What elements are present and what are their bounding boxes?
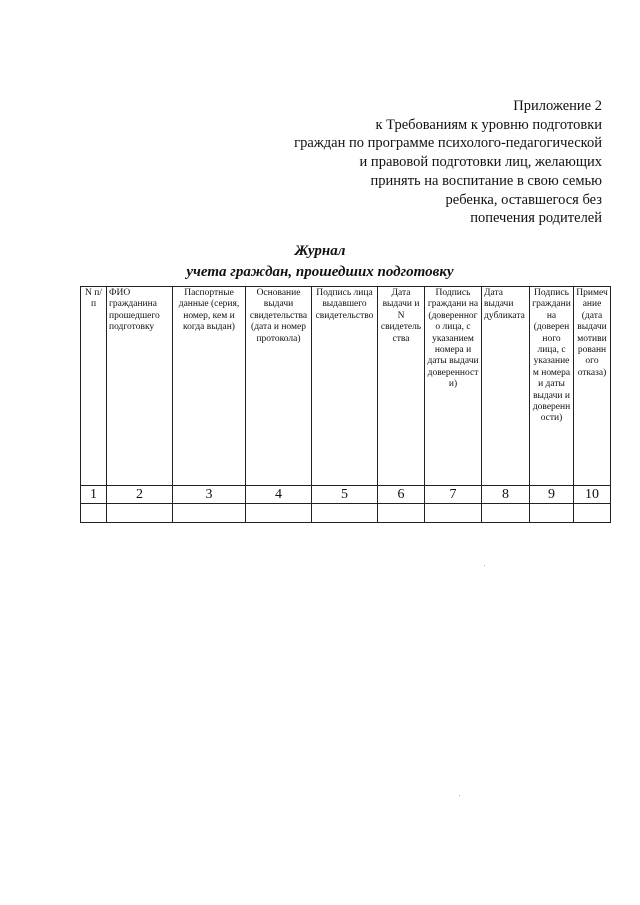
empty-cell <box>574 504 611 523</box>
empty-cell <box>246 504 312 523</box>
appendix-line: и правовой подготовки лиц, желающих <box>359 154 602 171</box>
number-cell: 1 <box>81 486 107 504</box>
number-cell: 4 <box>246 486 312 504</box>
number-cell: 5 <box>312 486 378 504</box>
number-cell: 6 <box>378 486 425 504</box>
scan-speck <box>484 565 485 566</box>
empty-cell <box>378 504 425 523</box>
title-line-2: учета граждан, прошедших подготовку <box>186 264 454 280</box>
appendix-line: к Требованиям к уровню подготовки <box>375 116 602 133</box>
title-line-1: Журнал <box>294 243 346 259</box>
header-row <box>81 287 611 486</box>
header-cell: Паспортные данные (серия, номер, кем и когда выдан) <box>173 287 246 486</box>
header-cell: Основание выдачи свидетельства (дата и номер протокола) <box>246 287 312 486</box>
header-cell: Подпись лица выдавшего свидетельство <box>312 287 378 486</box>
number-row <box>81 486 611 504</box>
journal-title <box>0 241 640 283</box>
journal-table <box>80 286 611 523</box>
empty-cell <box>530 504 574 523</box>
appendix-line: Приложение 2 <box>513 98 602 114</box>
empty-cell <box>425 504 482 523</box>
empty-cell <box>81 504 107 523</box>
appendix-line: граждан по программе психолого-педагогической <box>294 135 602 152</box>
number-cell: 2 <box>107 486 173 504</box>
header-cell: Подпись гражданина (доверенного лица, с указанием номера и даты выдачи и доверенности) <box>530 287 574 486</box>
number-cell: 8 <box>482 486 530 504</box>
scan-speck <box>459 795 460 796</box>
empty-row <box>81 504 611 523</box>
number-cell: 9 <box>530 486 574 504</box>
header-cell: ФИО гражданина прошедшего подготовку <box>107 287 173 486</box>
header-cell: Примечание (дата выдачи мотивированного отказа) <box>574 287 611 486</box>
header-cell: N п/п <box>81 287 107 486</box>
appendix-line: попечения родителей <box>470 210 602 227</box>
header-cell: Дата выдачи дубликата <box>482 287 530 486</box>
appendix-note <box>294 97 602 228</box>
empty-cell <box>482 504 530 523</box>
empty-cell <box>312 504 378 523</box>
empty-cell <box>107 504 173 523</box>
number-cell: 3 <box>173 486 246 504</box>
appendix-line: ребенка, оставшегося без <box>445 191 602 208</box>
header-cell: Подпись граждани на (доверенного лица, с указанием номера и даты выдачи доверенности) <box>425 287 482 486</box>
appendix-line: принять на воспитание в свою семью <box>370 172 602 189</box>
number-cell: 10 <box>574 486 611 504</box>
header-cell: Дата выдачи и N свидетельства <box>378 287 425 486</box>
empty-cell <box>173 504 246 523</box>
number-cell: 7 <box>425 486 482 504</box>
